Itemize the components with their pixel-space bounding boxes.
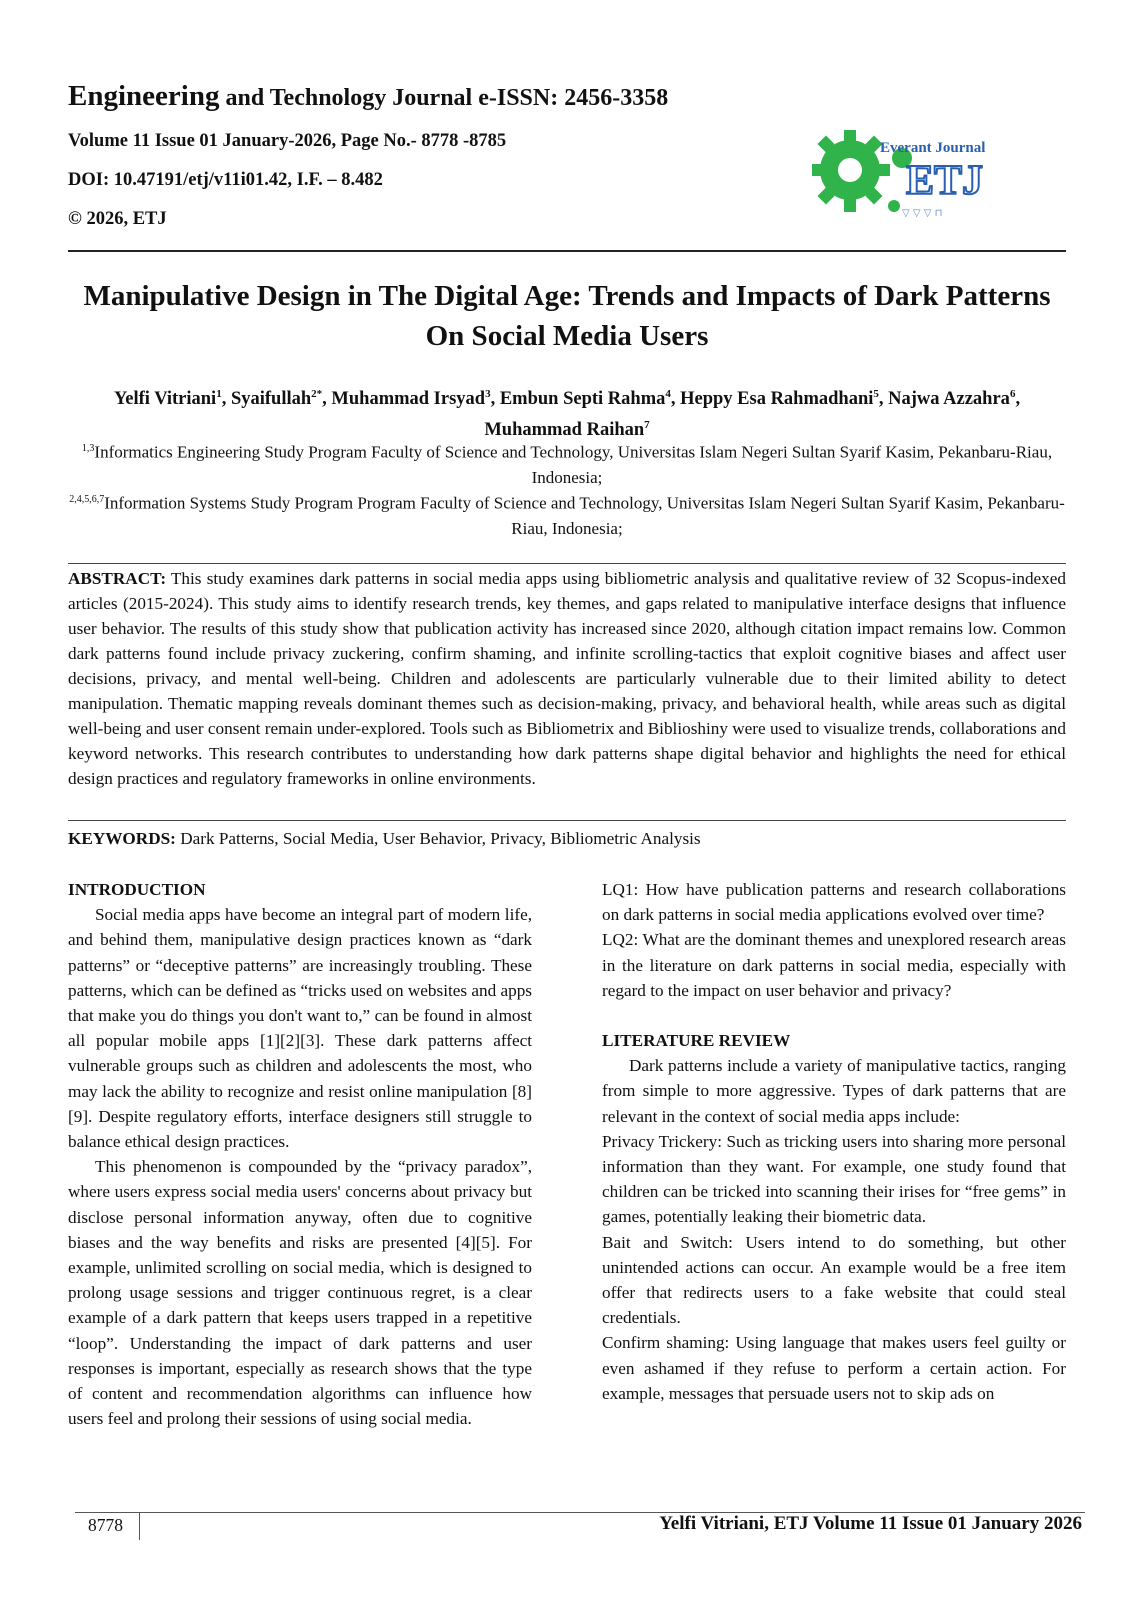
abstract-top-rule — [68, 563, 1066, 564]
author-affiliation-marker: 2* — [311, 388, 323, 400]
literature-paragraph-2: Privacy Trickery: Such as tricking users into sharing more personal information than they want. For example, one study found that children can be tricked into scanning their irises for “free gems” in games, potentially leaking their biometric data. — [602, 1131, 1066, 1227]
literature-paragraph-4: Confirm shaming: Using language that makes users feel guilty or even ashamed if they refuse to perform a certain action. For example, messages that persuade users not to skip ads on — [602, 1333, 1066, 1403]
author-affiliation-marker: 4 — [665, 388, 671, 400]
right-column — [602, 877, 1066, 1406]
author-affiliation-marker: 6 — [1009, 388, 1016, 400]
header-divider — [68, 250, 1066, 252]
author-list: Yelfi Vitriani$^1$, Syaifullah$^{2*}$, Muhammad Irsyad$^3$, Embun Septi Rahma$^4$, Heppy Esa Rahmadhani$^5$, Najwa Azzahra$^6$, Muhammad Raihan$^7$ — [113, 388, 1021, 441]
etj-logo-icon — [802, 118, 1012, 228]
abstract — [68, 566, 1066, 791]
abstract-bottom-rule — [68, 820, 1066, 821]
journal-title — [68, 80, 668, 113]
literature-heading: LITERATURE REVIEW — [602, 1031, 791, 1051]
keywords-text: Dark Patterns, Social Media, User Behavior, Privacy, Bibliometric Analysis — [175, 829, 701, 848]
author-name: Najwa Azzahra — [888, 389, 1010, 410]
footer-divider — [139, 1512, 140, 1540]
author-affiliation-marker: 5 — [873, 388, 879, 400]
paper-title: Manipulative Design in The Digital Age: Trends and Impacts of Dark Patterns On Social Media Users — [83, 280, 1051, 352]
introduction-paragraph-1: Social media apps have become an integral part of modern life, and behind them, manipulative design practices known as “dark patterns” or “deceptive patterns” are increasingly troubling. These patterns, which can be defined as “tricks used on websites and apps that make you do things you don't want to,” can be found in almost all popular mobile apps [1][2][3]. These dark patterns affect vulnerable groups such as children and adolescents the most, who may lack the ability to recognize and resist online manipulation [8][9]. Despite regulatory efforts, interface designers still struggle to balance ethical design practices. — [68, 905, 532, 1152]
affiliation-1 — [68, 436, 1066, 490]
copyright: © 2026, ETJ — [68, 209, 167, 229]
page-number: 8778 — [88, 1515, 123, 1535]
introduction-heading: INTRODUCTION — [68, 880, 206, 899]
journal-title-big: Engineering — [68, 80, 220, 112]
keywords — [68, 826, 1066, 851]
footer-citation: Yelfi Vitriani, ETJ Volume 11 Issue 01 January 2026 — [659, 1513, 1082, 1534]
research-question-1: LQ1: How have publication patterns and research collaborations on dark patterns in social media applications evolved over time? — [602, 880, 1066, 925]
logo-main-text: ETJ — [906, 158, 984, 204]
abstract-text: This study examines dark patterns in social media apps using bibliometric analysis and qualitative review of 32 Scopus-indexed articles (2015-2024). This study aims to identify research trends, key themes, and gaps related to manipulative interface designs that influence user behavior. The results of this study show that publication activity has increased since 2020, although citation impact remains low. Common dark patterns found include privacy zuckering, confirm shaming, and infinite scrolling-tactics that exploit cognitive biases and affect user decisions, privacy, and mental well-being. Children and adolescents are particularly vulnerable due to their limited ability to detect manipulation. Thematic mapping reveals dominant themes such as decision-making, privacy, and behavioral health, while areas such as digital well-being and user consent remain under-explored. Tools such as Bibliometrix and Biblioshiny were used to visualize trends, collaborations and keyword networks. This research contributes to understanding how dark patterns shape digital behavior and highlights the need for ethical design practices and regulatory frameworks in online environments. — [68, 569, 1066, 788]
left-column — [68, 877, 532, 1431]
author-affiliation-marker: 7 — [644, 419, 650, 432]
author-affiliation-marker: 1 — [216, 388, 222, 400]
affiliation-1-sup: 1,3 — [81, 443, 95, 454]
author-affiliation-marker: 3 — [485, 388, 491, 400]
literature-paragraph-3: Bait and Switch: Users intend to do something, but other unintended actions can occur. An example would be a free item offer that redirects users to a fake website that could steal credentials. — [602, 1232, 1066, 1328]
affiliation-1-text: Informatics Engineering Study Program Faculty of Science and Technology, Universitas Islam Negeri Sultan Syarif Kasim, Pekanbaru-Riau, Indonesia; — [94, 442, 1053, 487]
introduction-paragraph-2: This phenomenon is compounded by the “privacy paradox”, where users express social media users' concerns about privacy but disclose personal information anyway, often due to cognitive biases and the way benefits and risks are presented [4][5]. For example, unlimited scrolling on social media, which is designed to prolong usage sessions and trigger continuous regret, is a clear example of a dark pattern that keeps users trapped in a repetitive “loop”. Understanding the impact of dark patterns and user responses is important, especially as research shows that the type of content and recommendation algorithms can influence how users feel and prolong their sessions of using social media. — [68, 1157, 532, 1429]
author-name: Muhammad Irsyad — [331, 389, 486, 410]
literature-paragraph-1: Dark patterns include a variety of manipulative tactics, ranging from simple to more aggressive. Types of dark patterns that are relevant in the context of social media apps include: — [602, 1056, 1066, 1126]
author-name: Heppy Esa Rahmadhani — [680, 389, 874, 410]
author-name: Yelfi Vitriani — [113, 389, 217, 410]
author-name: Embun Septi Rahma — [499, 389, 666, 410]
svg-text:▽ ▽ ▽ ⊓: ▽ ▽ ▽ ⊓ — [902, 208, 943, 219]
author-name: Muhammad Raihan — [484, 420, 645, 441]
affiliation-2 — [68, 487, 1066, 541]
keywords-label: KEYWORDS: — [68, 829, 176, 848]
journal-title-rest: and Technology Journal e-ISSN: 2456-3358 — [219, 85, 669, 111]
journal-logo — [802, 118, 1012, 228]
volume-info: Volume 11 Issue 01 January-2026, Page No.- 8778 -8785 — [68, 131, 507, 151]
doi-info: DOI: 10.47191/etj/v11i01.42, I.F. – 8.482 — [68, 170, 383, 190]
affiliation-2-text: Information Systems Study Program Program Faculty of Science and Technology, Universitas Islam Negeri Sultan Syarif Kasim, Pekanbaru-Riau, Indonesia; — [104, 493, 1065, 538]
affiliation-2-sup: 2,4,5,6,7 — [69, 494, 105, 505]
author-name: Syaifullah — [230, 389, 312, 410]
research-question-2: LQ2: What are the dominant themes and unexplored research areas in the literature on dark patterns in social media, especially with regard to the impact on user behavior and privacy? — [602, 930, 1066, 1000]
abstract-label: ABSTRACT: — [68, 569, 167, 588]
logo-top-text: Everant Journal — [880, 140, 986, 156]
